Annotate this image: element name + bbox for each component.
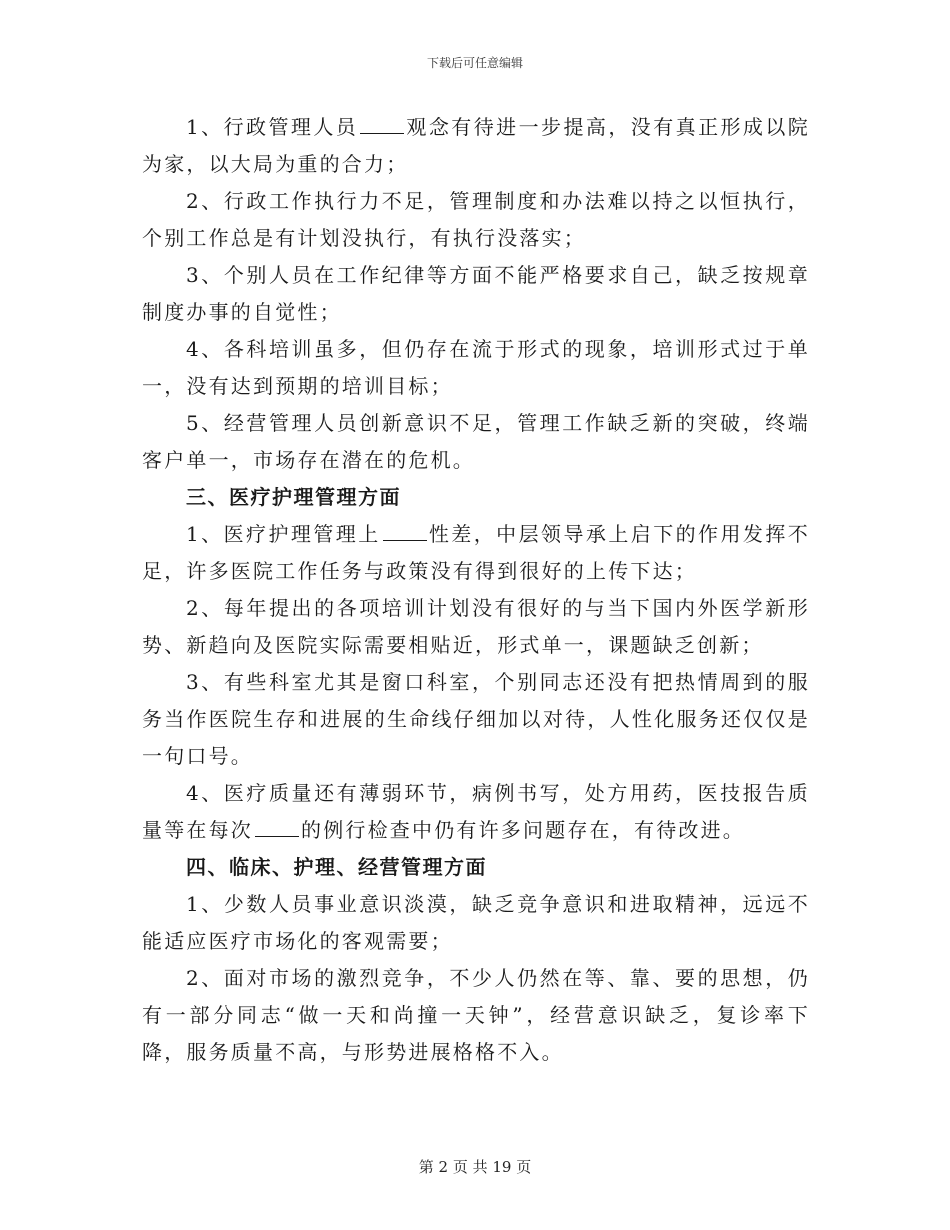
paragraph-text: 2、行政工作执行力不足，管理制度和办法难以持之以恒执行，个别工作总是有计划没执行，有执行没落实；: [142, 189, 810, 250]
page-header: 下载后可任意编辑: [426, 56, 523, 70]
paragraph-text: 1、医疗护理管理上: [186, 522, 381, 546]
paragraph-admin-3: [142, 257, 810, 331]
paragraph-text: 4、各科培训虽多，但仍存在流于形式的现象，培训形式过于单一，没有达到预期的培训目标；: [142, 337, 810, 398]
paragraph-text: 1、少数人员事业意识淡漠，缺乏竞争意识和进取精神，远远不能适应医疗市场化的客观需要；: [142, 892, 810, 953]
paragraph-medical-2: [142, 590, 810, 664]
section-heading-medical: 三、医疗护理管理方面: [186, 485, 401, 509]
paragraph-medical-3: [142, 664, 810, 775]
fill-in-blank: [360, 111, 404, 134]
paragraph-clinical-1: [142, 886, 810, 960]
fill-in-blank: [255, 814, 299, 837]
paragraph-text: 3、个别人员在工作纪律等方面不能严格要求自己，缺乏按规章制度办事的自觉性；: [142, 263, 810, 324]
paragraph-clinical-2: [142, 960, 810, 1071]
paragraph-medical-1: [142, 516, 810, 590]
paragraph-text: 观念有待进一步提高，没有真正形成以院为家，以大局为重的合力；: [142, 115, 810, 176]
paragraph-text: 3、有些科室尤其是窗口科室，个别同志还没有把热情周到的服务当作医院生存和进展的生命线仔细加以对待，人性化服务还仅仅是一句口号。: [142, 670, 810, 768]
document-body: [142, 109, 810, 1071]
paragraph-text: 性差，中层领导承上启下的作用发挥不足，许多医院工作任务与政策没有得到很好的上传下达；: [142, 522, 810, 583]
fill-in-blank: [383, 518, 427, 541]
paragraph-text: 2、面对市场的激烈竞争，不少人仍然在等、靠、要的思想，仍有一部分同志“做一天和尚撞一天钟”，经营意识缺乏，复诊率下降，服务质量不高，与形势进展格格不入。: [142, 966, 810, 1064]
paragraph-admin-4: [142, 331, 810, 405]
paragraph-text: 1、行政管理人员: [186, 115, 359, 139]
section-heading-clinical: 四、临床、护理、经营管理方面: [186, 855, 487, 879]
paragraph-admin-5: [142, 405, 810, 479]
paragraph-text: 4、医疗质量还有薄弱环节，病例书写，处方用药，医技报告质量等在每次: [142, 781, 810, 842]
paragraph-text: 2、每年提出的各项培训计划没有很好的与当下国内外医学新形势、新趋向及医院实际需要相贴近，形式单一，课题缺乏创新；: [142, 596, 810, 657]
page-number-footer: 第 2 页 共 19 页: [418, 1158, 532, 1176]
paragraph-medical-4: [142, 775, 810, 849]
paragraph-admin-2: [142, 183, 810, 257]
paragraph-admin-1: [142, 109, 810, 183]
paragraph-text: 5、经营管理人员创新意识不足，管理工作缺乏新的突破，终端客户单一，市场存在潜在的危机。: [142, 411, 810, 472]
paragraph-text: 的例行检查中仍有许多问题存在，有待改进。: [301, 818, 745, 842]
